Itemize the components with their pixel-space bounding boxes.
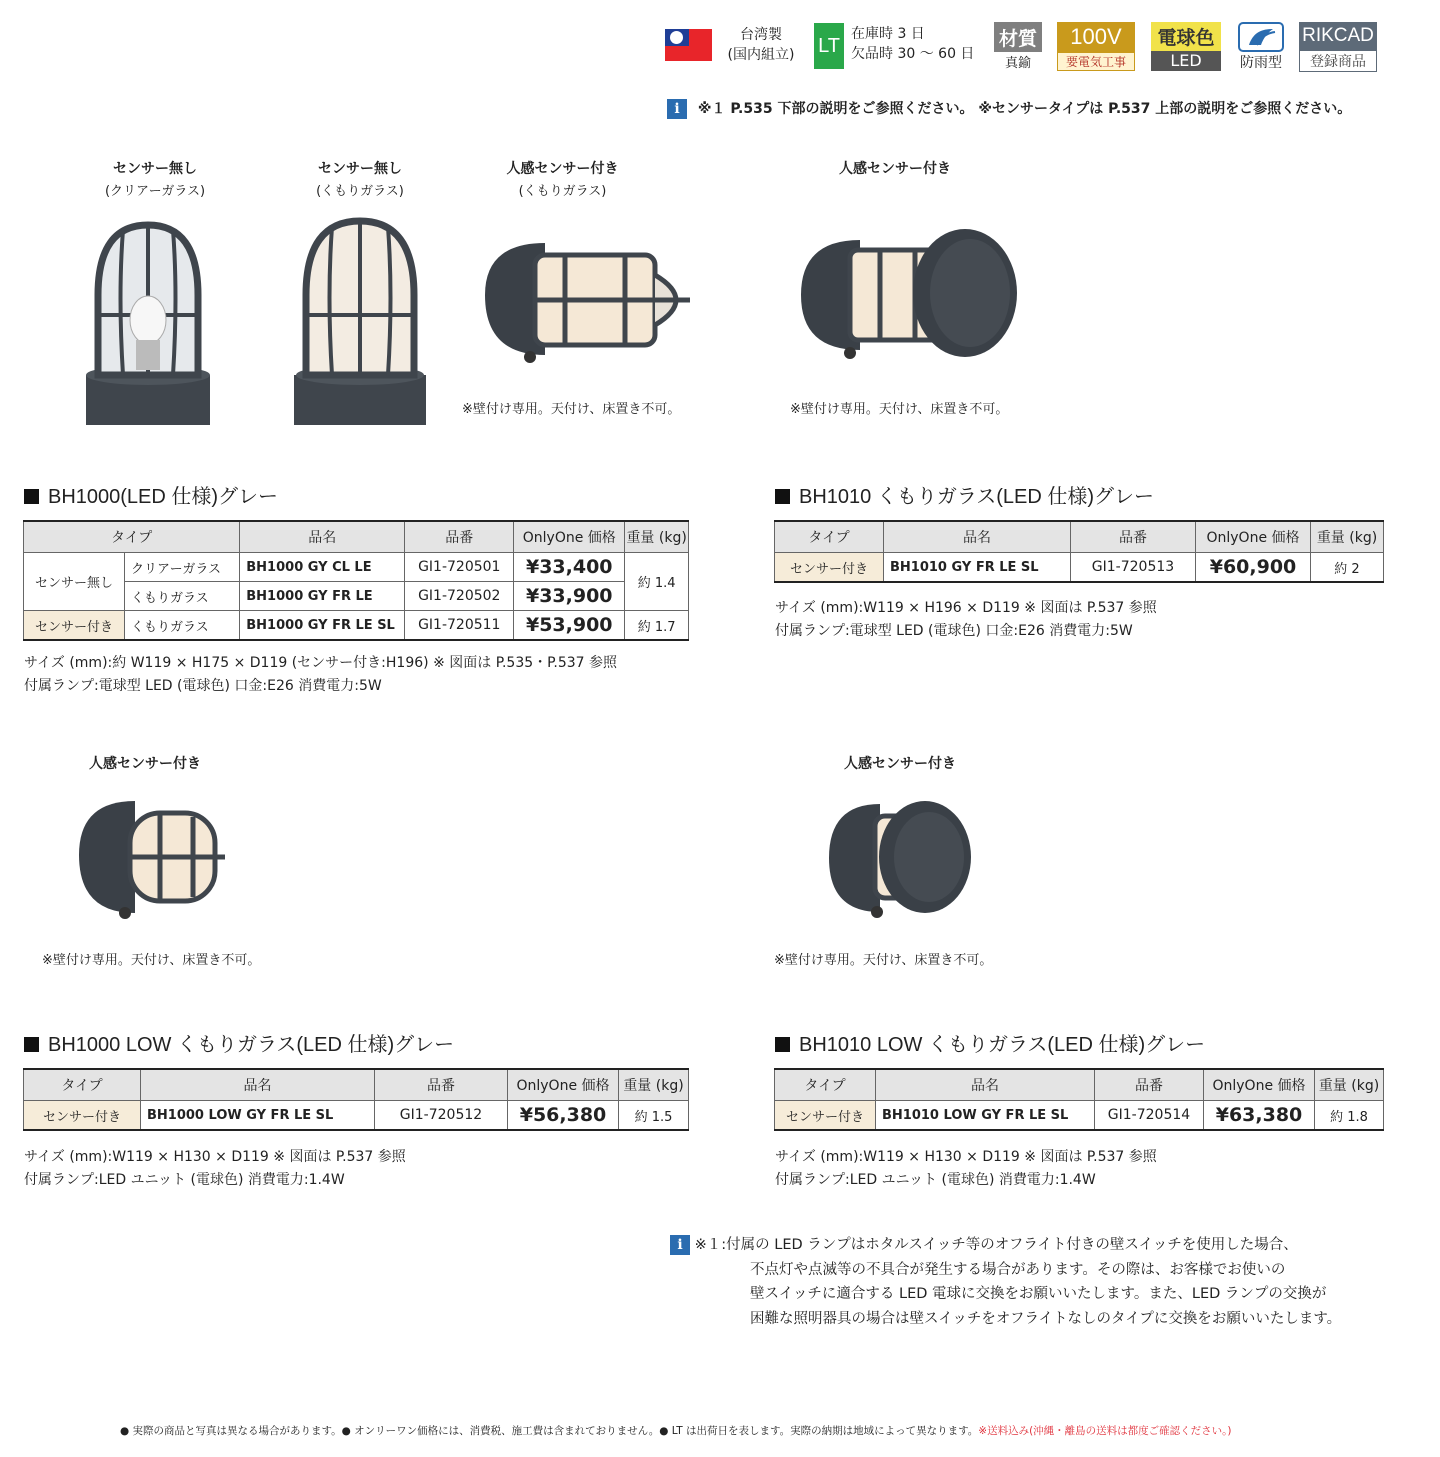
photo6-caption: 人感センサー付き bbox=[844, 756, 956, 772]
col-code: 品番 bbox=[405, 521, 514, 553]
photo4-caption: 人感センサー付き bbox=[839, 161, 951, 177]
bh1010low-table: タイプ 品名 品番 OnlyOne 価格 重量 (kg) センサー付き BH1010 LOW GY FR LE SL GI1-720514 ¥63,380 約 1.8 bbox=[774, 1068, 1384, 1131]
bh1010-low-lamp bbox=[825, 800, 975, 920]
voltage-badge: 100V 要電気工事 bbox=[1057, 22, 1135, 71]
bh1000-table bbox=[23, 520, 689, 641]
table-row: センサー付き BH1010 GY FR LE SL GI1-720513 ¥60,900 約 2 bbox=[775, 553, 1384, 583]
info-icon: i bbox=[670, 1235, 690, 1255]
table-row: センサー付き くもりガラス BH1000 GY FR LE SL GI1-720511 ¥53,900 約 1.7 bbox=[24, 611, 689, 641]
raindrop-icon bbox=[1238, 22, 1284, 52]
bh1000-title: BH1000(LED 仕様)グレー bbox=[24, 480, 278, 509]
table-row: くもりガラス BH1000 GY FR LE GI1-720502 ¥33,900 bbox=[24, 582, 689, 611]
table-row: センサー付き BH1010 LOW GY FR LE SL GI1-720514 ¥63,380 約 1.8 bbox=[775, 1101, 1384, 1131]
bh1010-spec: サイズ (mm):W119 × H196 × D119 ※ 図面は P.537 参照 付属ランプ:電球型 LED (電球色) 口金:E26 消費電力:5W bbox=[775, 600, 1157, 639]
photo5-caption: 人感センサー付き bbox=[89, 756, 201, 772]
bh1000low-spec: サイズ (mm):W119 × H130 × D119 ※ 図面は P.537 参照 付属ランプ:LED ユニット (電球色) 消費電力:1.4W bbox=[24, 1149, 406, 1188]
info-icon: i bbox=[667, 99, 687, 119]
photo3-note: ※壁付け専用。天付け、床置き不可。 bbox=[462, 402, 681, 417]
rainproof-badge: 防雨型 bbox=[1236, 22, 1286, 72]
led-footnote: i ※１:付属の LED ランプはホタルスイッチ等のオフライト付きの壁スイッチを使用した場合、 不点灯や点滅等の不具合が発生する場合があります。その際は、お客様でお使いの 壁スイッチに適合する LED 電球に交換をお願いいたします。また、LED ランプの交換が 困難な照明器具の場合は壁スイッチをオフライトなしのタイプに交換をお願いいたします。 bbox=[670, 1233, 1341, 1331]
header-info-note: i ※１ P.535 下部の説明をご参照ください。 ※センサータイプは P.537 上部の説明をご参照ください。 bbox=[667, 98, 1351, 119]
bh1010-title: BH1010 くもりガラス(LED 仕様)グレー bbox=[775, 480, 1154, 509]
bh1000-clear-glass-lamp bbox=[78, 215, 218, 430]
origin-label: 台湾製 (国内組立) bbox=[727, 27, 795, 63]
photo3-caption: 人感センサー付き (くもりガラス) bbox=[506, 161, 619, 199]
taiwan-flag-icon bbox=[665, 29, 712, 61]
material-badge: 材質 真鍮 bbox=[993, 22, 1043, 71]
bh1010low-spec: サイズ (mm):W119 × H130 × D119 ※ 図面は P.537 参照 付属ランプ:LED ユニット (電球色) 消費電力:1.4W bbox=[775, 1149, 1157, 1188]
photo2-caption: センサー無し (くもりガラス) bbox=[316, 161, 404, 199]
col-price: OnlyOne 価格 bbox=[514, 521, 625, 553]
photo1-caption: センサー無し (クリアーガラス) bbox=[104, 161, 206, 199]
table-row: センサー付き BH1000 LOW GY FR LE SL GI1-720512 ¥56,380 約 1.5 bbox=[24, 1101, 689, 1131]
bh1000-spec: サイズ (mm):約 W119 × H175 × D119 (センサー付き:H196) ※ 図面は P.535・P.537 参照 付属ランプ:電球型 LED (電球色) 口金:E26 消費電力:5W bbox=[24, 655, 618, 694]
photo6-note: ※壁付け専用。天付け、床置き不可。 bbox=[774, 953, 993, 968]
bh1000low-table: タイプ 品名 品番 OnlyOne 価格 重量 (kg) センサー付き BH1000 LOW GY FR LE SL GI1-720512 ¥56,380 約 1.5 bbox=[23, 1068, 689, 1131]
lt-badge: LT bbox=[814, 23, 844, 69]
col-weight: 重量 (kg) bbox=[625, 521, 689, 553]
photo4-note: ※壁付け専用。天付け、床置き不可。 bbox=[790, 402, 1009, 417]
led-color-badge: 電球色 LED bbox=[1151, 22, 1221, 71]
bh1000-low-lamp bbox=[75, 795, 235, 925]
col-type: タイプ bbox=[24, 521, 240, 553]
bh1010-table: タイプ 品名 品番 OnlyOne 価格 重量 (kg) センサー付き BH1010 GY FR LE SL GI1-720513 ¥60,900 約 2 bbox=[774, 520, 1384, 583]
rikcad-badge: RIKCAD 登録商品 bbox=[1299, 22, 1377, 72]
bh1010low-title: BH1010 LOW くもりガラス(LED 仕様)グレー bbox=[775, 1028, 1205, 1057]
col-name: 品名 bbox=[240, 521, 405, 553]
bh1010-sensor-lamp bbox=[795, 225, 1025, 365]
bh1000-sensor-lamp bbox=[475, 235, 700, 365]
stock-label: 在庫時 3 日 欠品時 30 〜 60 日 bbox=[851, 26, 975, 62]
photo5-note: ※壁付け専用。天付け、床置き不可。 bbox=[42, 953, 261, 968]
bh1000-frosted-glass-lamp bbox=[290, 215, 430, 430]
bh1000low-title: BH1000 LOW くもりガラス(LED 仕様)グレー bbox=[24, 1028, 454, 1057]
table-row: センサー無し クリアーガラス BH1000 GY CL LE GI1-720501 ¥33,400 約 1.4 bbox=[24, 553, 689, 582]
page-footer: ● 実際の商品と写真は異なる場合があります。● オンリーワン価格には、消費税、施工費は含まれておりません。● LT は出荷日を表します。実際の納期は地域によって異なります。※送料込み(沖縄・離島の送料は都度ご確認ください。) bbox=[120, 1425, 1232, 1437]
